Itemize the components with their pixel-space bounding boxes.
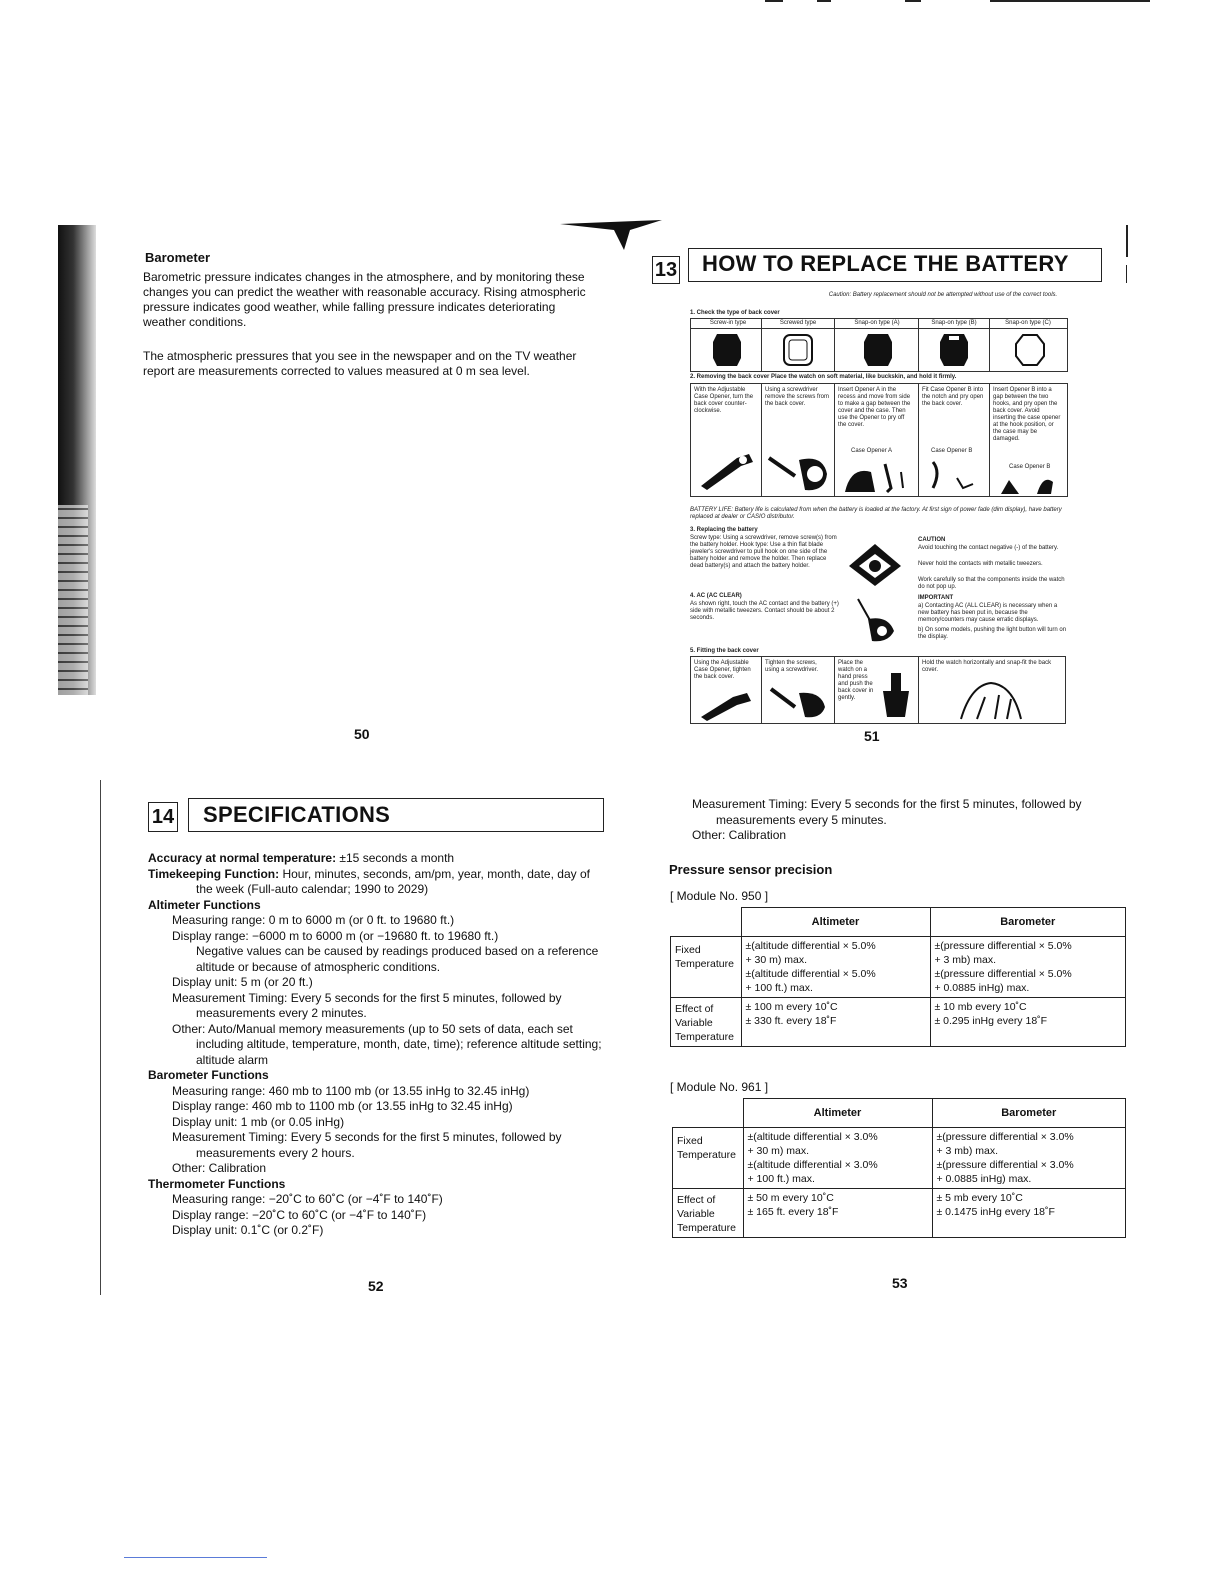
cover-type-label-1: Screw-in type <box>709 320 747 326</box>
module-961-var-baro-line-2: ± 0.1475 inHg every 18˚F <box>936 1206 1055 1218</box>
accuracy-line <box>148 851 604 867</box>
module-950-var-alt-line-2: ± 330 ft. every 18˚F <box>745 1015 837 1027</box>
module-950-variable-altimeter <box>741 998 930 1047</box>
baro-measuring-range: Measuring range: 460 mb to 1100 mb (or 13.55 inHg to 32.45 inHg) <box>172 1083 530 1098</box>
timekeeping-value: Hour, minutes, seconds, am/pm, year, month, date, day of the week (Full-auto calendar; 1990 to 2029) <box>196 866 590 896</box>
module-950-col-barometer: Barometer <box>930 908 1126 937</box>
thermometer-functions-heading: Thermometer Functions <box>148 1176 286 1191</box>
accuracy-value: ±15 seconds a month <box>339 851 455 865</box>
section-14-number: 14 <box>148 802 178 832</box>
baro-other-continued: Other: Calibration <box>692 828 787 842</box>
module-961-var-baro-line-1: ± 5 mb every 10˚C <box>936 1192 1023 1204</box>
page-corner-arrow <box>560 218 665 253</box>
module-950-fixed-barometer <box>930 937 1126 998</box>
module-950-var-baro-line-2: ± 0.295 inHg every 18˚F <box>934 1015 1048 1027</box>
important-item-a: a) Contacting AC (ALL CLEAR) is necessary when a new battery has been put in, because the memory/counters may cause erratic displays. <box>918 603 1058 623</box>
scan-blue-line <box>124 1557 267 1558</box>
remove-step-text-1: With the Adjustable Case Opener, turn the back cover counter-clockwise. <box>694 387 754 414</box>
important-item-b: b) On some models, pushing the light button will turn on the display. <box>918 627 1067 640</box>
module-950-table <box>670 907 1126 1047</box>
opener-label-b: Case Opener B <box>931 448 973 454</box>
fit-step-text-1: Using the Adjustable Case Opener, tighten the back cover. <box>694 660 751 680</box>
module-950-fixed-baro-line-4: + 0.0885 inHg) max. <box>934 982 1030 994</box>
opener-b-hooks-illustration <box>993 472 1063 496</box>
section-14-title: SPECIFICATIONS <box>203 802 391 827</box>
fit-step-text-2: Tighten the screws, using a screwdriver. <box>765 660 819 673</box>
snap-on-c-watch-icon <box>1013 332 1047 368</box>
cover-type-label-4: Snap-on type (B) <box>931 320 977 326</box>
cover-types-figure <box>690 318 1068 372</box>
module-950-variable-barometer <box>930 998 1126 1047</box>
module-950-var-alt-line-1: ± 100 m every 10˚C <box>745 1001 838 1013</box>
module-961-fixed-alt-line-4: + 100 ft.) max. <box>747 1173 815 1185</box>
fit-cover-figure <box>690 656 1066 724</box>
accuracy-label: Accuracy at normal temperature: <box>148 851 337 865</box>
module-961-variable-barometer <box>932 1189 1126 1238</box>
remove-step-text-2: Using a screwdriver remove the screws from the back cover. <box>765 387 830 407</box>
caution-item-1: Avoid touching the contact negative (-) of the battery. <box>918 545 1059 551</box>
baro-other: Other: Calibration <box>172 1161 267 1175</box>
alt-display-range: Display range: −6000 m to 6000 m (or −19680 ft. to 19680 ft.) <box>172 928 499 943</box>
page-number-51: 51 <box>864 728 880 744</box>
alt-display-unit: Display unit: 5 m (or 20 ft.) <box>172 975 313 989</box>
module-961-row-variable-label: Effect of Variable Temperature <box>673 1189 744 1238</box>
module-961-fixed-barometer <box>932 1128 1126 1189</box>
module-961-fixed-baro-line-3: ±(pressure differential × 3.0% <box>936 1159 1074 1171</box>
module-961-fixed-altimeter <box>743 1128 932 1189</box>
opener-b-illustration <box>923 458 985 494</box>
module-950-fixed-baro-line-3: ±(pressure differential × 5.0% <box>934 968 1072 980</box>
module-950-label: [ Module No. 950 ] <box>670 889 769 903</box>
scan-mark-right-2 <box>1126 265 1127 283</box>
baro-display-range: Display range: 460 mb to 1100 mb (or 13.55 inHg to 32.45 inHg) <box>172 1099 513 1113</box>
step5-heading: 5. Fitting the back cover <box>690 648 759 654</box>
remove-step-text-3: Insert Opener A in the recess and move from side to make a gap between the cover and the case. Then use the Opener to pry off the cover. <box>838 387 911 428</box>
alt-measurement-timing: Measurement Timing: Every 5 seconds for the first 5 minutes, followed by measurements every 2 minutes. <box>172 990 562 1020</box>
caution-item-3: Work carefully so that the components inside the watch do not pop up. <box>918 577 1065 590</box>
module-961-fixed-baro-line-1: ±(pressure differential × 3.0% <box>936 1131 1074 1143</box>
module-961-col-altimeter: Altimeter <box>743 1099 932 1128</box>
section-13-number: 13 <box>652 256 680 284</box>
step1-heading: 1. Check the type of back cover <box>690 310 780 316</box>
timekeeping-label: Timekeeping Function: <box>148 866 280 881</box>
module-950-col-altimeter: Altimeter <box>741 908 930 937</box>
module-950-fixed-alt-line-1: ±(altitude differential × 5.0% <box>745 940 876 952</box>
thermo-measuring-range: Measuring range: −20˚C to 60˚C (or −4˚F to 140˚F) <box>172 1192 443 1206</box>
fit-opener-illustration <box>697 687 757 721</box>
baro-measurement-timing: Measurement Timing: Every 5 seconds for the first 5 minutes, followed by measurements every 2 hours. <box>172 1130 562 1160</box>
module-961-table <box>672 1098 1126 1238</box>
screwdriver-illustration <box>765 450 831 494</box>
alt-measuring-range: Measuring range: 0 m to 6000 m (or 0 ft. to 19680 ft.) <box>172 913 455 927</box>
remove-step-text-4: Fit Case Opener B into the notch and pry open the back cover. <box>922 387 984 407</box>
alt-other: Other: Auto/Manual memory measurements (up to 50 sets of data, each set including altitude, temperature, month, date, time); reference altitude setting; altitude alarm <box>172 1021 602 1067</box>
screwed-watch-icon <box>781 332 815 368</box>
module-950-fixed-alt-line-3: ±(altitude differential × 5.0% <box>745 968 876 980</box>
module-961-var-alt-line-2: ± 165 ft. every 18˚F <box>747 1206 839 1218</box>
module-961-label: [ Module No. 961 ] <box>670 1080 769 1094</box>
caution-title: CAUTION <box>918 537 946 543</box>
thermo-display-range: Display range: −20˚C to 60˚C (or −4˚F to 140˚F) <box>172 1207 427 1222</box>
page-number-52: 52 <box>368 1278 384 1294</box>
remove-cover-figure <box>690 383 1068 497</box>
module-950-fixed-alt-line-2: + 30 m) max. <box>745 954 808 966</box>
specifications-body <box>148 851 604 1239</box>
module-950-row-fixed-label: Fixed Temperature <box>671 937 742 998</box>
fit-screwdriver-illustration <box>767 685 831 721</box>
barometer-paragraph-2: The atmospheric pressures that you see in the newspaper and on the TV weather report are measurements corrected to values measured at 0 m sea level. <box>143 349 577 378</box>
caution-item-2: Never hold the contacts with metallic tweezers. <box>918 561 1043 567</box>
module-961-row-fixed-label: Fixed Temperature <box>673 1128 744 1189</box>
pressure-sensor-precision-heading: Pressure sensor precision <box>669 862 833 877</box>
step4-heading: 4. AC (AC CLEAR) <box>690 593 742 599</box>
module-950-fixed-baro-line-1: ±(pressure differential × 5.0% <box>934 940 1072 952</box>
opener-a-illustration <box>841 458 915 494</box>
barometer-functions-heading: Barometer Functions <box>148 1068 269 1082</box>
module-961-fixed-baro-line-4: + 0.0885 inHg) max. <box>936 1173 1032 1185</box>
module-961-fixed-alt-line-3: ±(altitude differential × 3.0% <box>747 1159 878 1171</box>
step3-text: Screw type: Using a screwdriver, remove screw(s) from the battery holder. Hook type: Use a thin flat blade jeweler's screwdriver to pull hook on one side of the battery holder and remove the holder. Then replace dead battery(s) and attach the battery holder. <box>690 535 837 569</box>
module-961-fixed-alt-line-1: ±(altitude differential × 3.0% <box>747 1131 878 1143</box>
module-961-var-alt-line-1: ± 50 m every 10˚C <box>747 1192 834 1204</box>
cover-type-label-3: Snap-on type (A) <box>854 320 900 326</box>
ac-contact-illustration <box>848 595 903 645</box>
important-title: IMPORTANT <box>918 595 954 601</box>
module-961-variable-altimeter <box>743 1189 932 1238</box>
hand-press-illustration <box>877 669 915 721</box>
cover-type-label-2: Screwed type <box>779 320 817 326</box>
scan-mark-right <box>1126 225 1128 257</box>
battery-life-note: BATTERY LIFE: Battery life is calculated from when the battery is loaded at the factory. At first sign of power fade (dim display), have battery replaced at dealer or CASIO distributor. <box>690 507 1062 520</box>
battery-caution-note: Caution: Battery replacement should not be attempted without use of the correct tools. <box>828 292 1058 298</box>
cover-type-label-5: Snap-on type (C) <box>1005 320 1051 326</box>
baro-display-unit: Display unit: 1 mb (or 0.05 inHg) <box>172 1114 345 1129</box>
barometer-timing-continued <box>692 797 1124 844</box>
page-number-50: 50 <box>354 726 370 742</box>
top-scan-marks <box>765 0 1155 3</box>
thermo-display-unit: Display unit: 0.1˚C (or 0.2˚F) <box>172 1223 324 1237</box>
module-961-fixed-alt-line-2: + 30 m) max. <box>747 1145 810 1157</box>
snap-on-a-watch-icon <box>861 332 895 368</box>
case-opener-illustration <box>697 446 757 492</box>
opener-label-b-2: Case Opener B <box>1009 464 1051 470</box>
module-961-col-barometer: Barometer <box>932 1099 1126 1128</box>
module-950-var-baro-line-1: ± 10 mb every 10˚C <box>934 1001 1027 1013</box>
scan-binding-noise <box>58 505 88 695</box>
screw-in-watch-icon <box>711 332 743 368</box>
step3-heading: 3. Replacing the battery <box>690 527 758 533</box>
battery-holder-illustration <box>845 540 905 590</box>
barometer-paragraph-1: Barometric pressure indicates changes in the atmosphere, and by monitoring these changes you can predict the weather with reasonable accuracy. Rising atmospheric pressure indicates good weather, while falling pressure indicates deteriorating weather conditions. <box>143 270 586 329</box>
hand-snap-illustration <box>941 675 1041 721</box>
section-13-title: HOW TO REPLACE THE BATTERY <box>702 251 1069 276</box>
altimeter-functions-heading: Altimeter Functions <box>148 897 261 912</box>
module-950-fixed-altimeter <box>741 937 930 998</box>
page-number-53: 53 <box>892 1275 908 1291</box>
fit-step-text-3: Place the watch on a hand press and push the back cover in gently. <box>838 660 874 701</box>
module-961-fixed-baro-line-2: + 3 mb) max. <box>936 1145 999 1157</box>
fit-step-text-4: Hold the watch horizontally and snap-fit the back cover. <box>922 660 1052 673</box>
module-950-fixed-baro-line-2: + 3 mb) max. <box>934 954 997 966</box>
scan-divider-line <box>100 780 101 1295</box>
snap-on-b-watch-icon <box>937 332 971 368</box>
opener-label-a: Case Opener A <box>851 448 893 454</box>
barometer-heading: Barometer <box>145 250 211 265</box>
module-950-fixed-alt-line-4: + 100 ft.) max. <box>745 982 813 994</box>
alt-negative-note: Negative values can be caused by readings produced based on a reference altitude or because of atmospheric conditions. <box>196 944 599 974</box>
module-950-row-variable-label: Effect of Variable Temperature <box>671 998 742 1047</box>
step4-text: As shown right, touch the AC contact and the battery (+) side with metallic tweezers. Contact should be about 2 seconds. <box>690 601 839 621</box>
remove-step-text-5: Insert Opener B into a gap between the two hooks, and pry open the back cover. Avoid inserting the case opener at the hook position, or the case may be damaged. <box>993 387 1061 442</box>
timekeeping-line <box>148 867 604 898</box>
baro-timing-continued: Measurement Timing: Every 5 seconds for the first 5 minutes, followed by measurements every 5 minutes. <box>692 797 1082 827</box>
step2-heading: 2. Removing the back cover Place the watch on soft material, like buckskin, and hold it firmly. <box>690 374 957 380</box>
